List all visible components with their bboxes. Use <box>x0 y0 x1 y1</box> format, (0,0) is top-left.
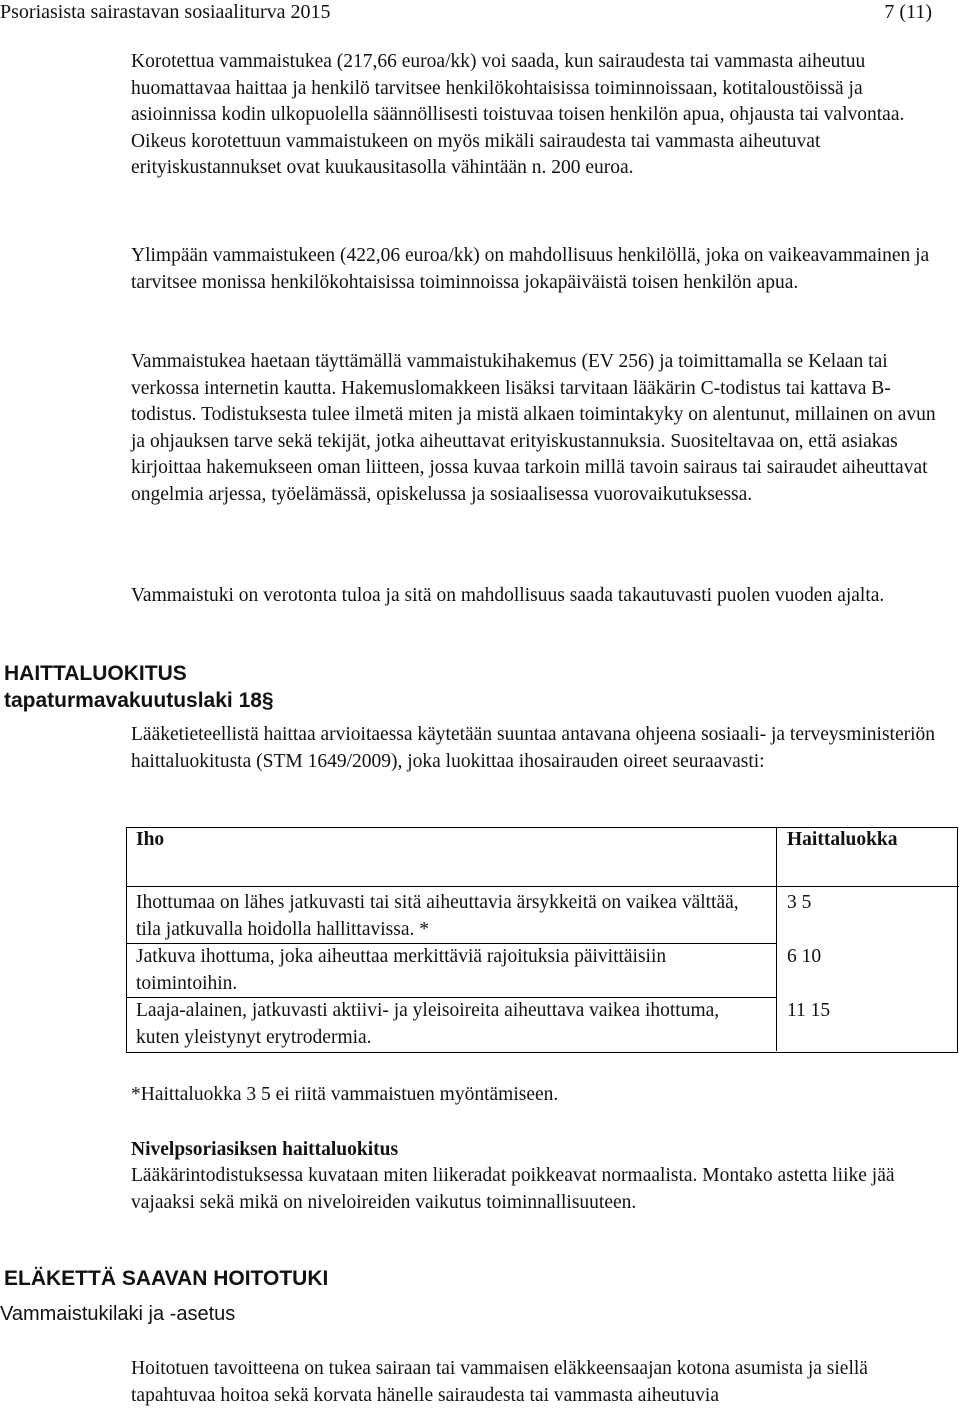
table-cell-class: 3 5 <box>787 892 812 913</box>
table-cell-class: 6 10 <box>787 945 822 967</box>
paragraph-hakeminen: Vammaistukea haetaan täyttämällä vammaistukihakemus (EV 256) ja toimittamalla se Kelaan tai verkossa internetin kautta. Hakemuslomakkeen lisäksi tarvitaan lääkärin C-todistus tai kattava B-todistus. Todistuksesta tulee ilmetä miten ja mistä alkaen toimintakyky on alentunut, millainen on avun ja ohjauksen tarve sekä tekijät, jotka aiheuttavat erityiskustannuksia. Suositeltavaa on, että asiakas kirjoittaa hakemukseen oman liitteen, jossa kuvaa tarkoin millä tavoin sairaus tai sairaudet aiheuttavat ongelmia arjessa, työelämässä, opiskelussa ja sosiaalisessa vuorovaikutuksessa. <box>131 351 936 505</box>
table-cell-class: 11 15 <box>787 999 831 1021</box>
table-cell-description: Ihottumaa on lähes jatkuvasti tai sitä aiheuttavia ärsykkeitä on vaikea välttää, tila jatkuvalla hoidolla hallittavissa. * <box>126 887 777 944</box>
table-cell-description: Laaja-alainen, jatkuvasti aktiivi- ja yleisoireita aiheuttava vaikea ihottuma, kuten yleistynyt erytrodermia. <box>126 998 777 1052</box>
paragraph-hoitotuki: Hoitotuen tavoitteena on tukea sairaan tai vammaisen eläkkeensaajan kotona asumista ja siellä tapahtuvaa hoitoa sekä korvata hänelle sairaudesta tai vammasta aiheutuvia <box>131 1358 868 1406</box>
nivelpsoriasis-heading: Nivelpsoriasiksen haittaluokitus <box>131 1139 399 1160</box>
table-row <box>126 944 959 998</box>
section-subheading-vammaistukilaki: Vammaistukilaki ja -asetus <box>0 1303 236 1325</box>
paragraph-ylin-vammaistuki: Ylimpään vammaistukeen (422,06 euroa/kk) on mahdollisuus henkilöllä, joka on vaikeavammainen ja tarvitsee monissa henkilökohtaisissa toiminnoissa jokapäiväistä toisen henkilön apua. <box>131 245 930 293</box>
paragraph-nivelpsoriasis: Lääkärintodistuksessa kuvataan miten liikeradat poikkeavat normaalista. Montako astetta liike jää vajaaksi sekä mikä on niveloireiden vaikutus toiminnallisuuteen. <box>131 1165 895 1213</box>
paragraph-verotonta: Vammaistuki on verotonta tuloa ja sitä on mahdollisuus saada takautuvasti puolen vuoden ajalta. <box>131 585 885 606</box>
page-number: 7 (11) <box>884 1 932 23</box>
table-header-haittaluokka: Haittaluokka <box>777 827 960 887</box>
haittaluokka-table <box>126 827 959 1051</box>
section-subheading-tapaturmavakuutuslaki: tapaturmavakuutuslaki 18§ <box>4 689 274 712</box>
table-row <box>126 887 959 944</box>
paragraph-korotettu-vammaistuki: Korotettua vammaistukea (217,66 euroa/kk) voi saada, kun sairaudesta tai vammasta aiheutuu huomattavaa haittaa ja henkilö tarvitsee henkilökohtaisissa toiminnoissaan, kotitaloustöissä ja asioinnissa kodin ulkopuolella säännöllisesti toistuvaa toisen henkilön apua, ohjausta tai valvontaa. Oikeus korotettuun vammaistukeen on myös mikäli sairaudesta tai vammasta aiheutuvat erityiskustannukset ovat kuukausitasolla vähintään n. 200 euroa. <box>131 51 905 178</box>
paragraph-haittaluokitus-intro: Lääketieteellistä haittaa arvioitaessa käytetään suuntaa antavana ohjeena sosiaali- ja terveysministeriön haittaluokitusta (STM 1649/2009), joka luokittaa ihosairauden oireet seuraavasti: <box>131 724 936 772</box>
table-cell-description: Jatkuva ihottuma, joka aiheuttaa merkittäviä rajoituksia päivittäisiin toimintoihin. <box>126 944 777 998</box>
table-header-iho: Iho <box>126 827 777 887</box>
table-footnote: *Haittaluokka 3 5 ei riitä vammaistuen myöntämiseen. <box>131 1084 559 1105</box>
document-title: Psoriasista sairastavan sosiaaliturva 2015 <box>0 1 331 23</box>
table-header-row <box>126 827 959 887</box>
section-heading-hoitotuki: ELÄKETTÄ SAAVAN HOITOTUKI <box>4 1267 329 1290</box>
section-heading-haittaluokitus: HAITTALUOKITUS <box>4 662 187 685</box>
table-row <box>126 998 959 1052</box>
